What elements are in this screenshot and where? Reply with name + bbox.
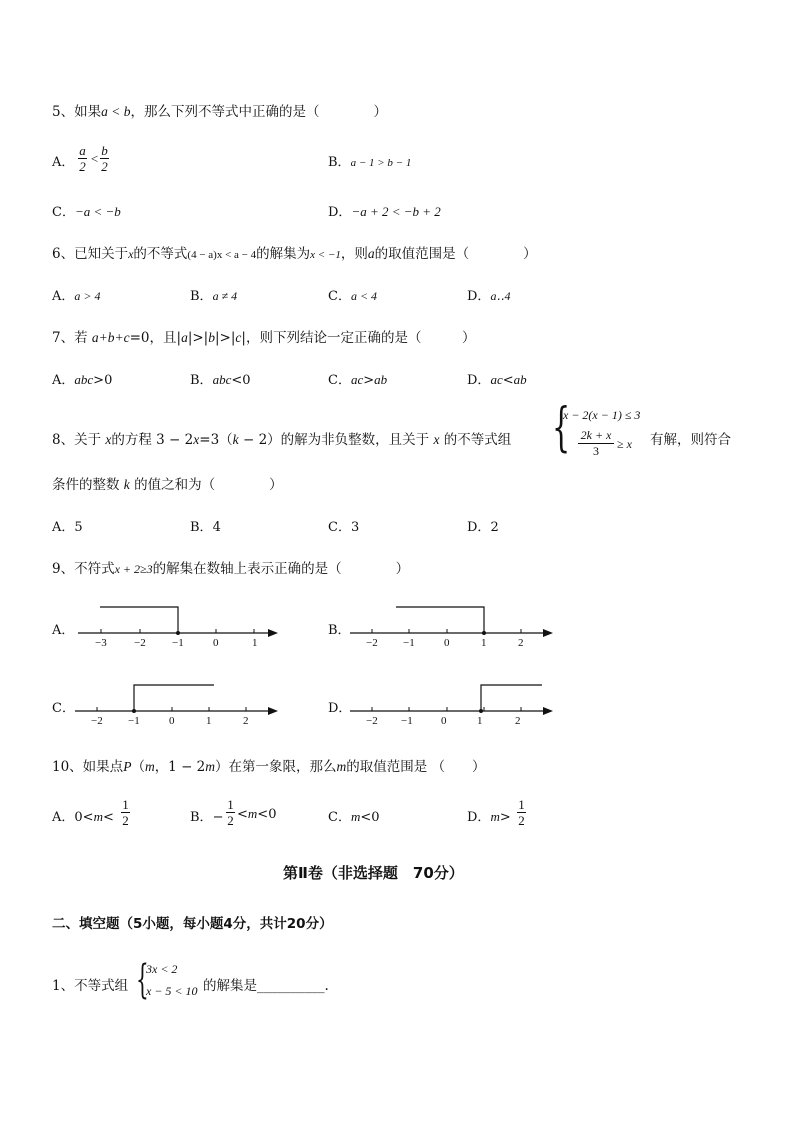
q10-option-b[interactable] [190,806,223,825]
q8-stem-end: 有解，则符合 [650,432,731,448]
q9-b-tick-label: −1 [403,637,415,649]
fill1-system-line2: x − 5 < 10 [146,984,198,998]
q10-option-a-rel: < [102,810,114,825]
q7-var-c: c [235,330,242,345]
q10-option-b-label: B． [190,810,213,825]
q7-option-c-math1: ac [350,372,364,387]
q9-c-axis-arrow [268,707,278,715]
q6-inequality: (4 − a)x < a − 4 [187,249,257,261]
q7-option-d-rel: < [502,373,514,388]
q9-d-solution-ray [481,685,542,711]
q7-option-d-label: D． [467,373,491,388]
q9-c-tick-label: 1 [206,715,212,727]
q8-var-x1: x [105,432,112,447]
q5-option-b-expr: a − 1 > b − 1 [350,157,412,169]
q7-stem-suffix: |，则下列结论一定正确的是（ ） [241,330,476,346]
q6-stem-suffix: 的取值范围是（ ） [374,246,537,262]
q8-option-c-value: 3 [350,520,360,535]
q7-option-b[interactable] [190,369,251,388]
q7-option-d-math2: ab [513,372,527,387]
q9-d-tick-label: 1 [477,715,483,727]
section2-title: 二、填空题（5小题，每小题4分，共计20分） [52,916,333,932]
q5-option-a-fraction-right [100,143,109,174]
q6-var-x: x [128,247,134,261]
q5-option-d[interactable] [328,201,441,220]
q9-option-d-label[interactable]: D． [328,701,352,716]
q10-a-denominator: 2 [122,813,129,828]
q9-option-d-number-line [345,678,560,730]
q5-a-denominator-1: 2 [79,159,86,174]
q9-d-tick-label: 0 [441,715,447,727]
q7-option-b-math: abc [212,372,232,387]
fill1-prefix: 1、不等式组 [52,978,129,994]
q9-a-axis-arrow [268,629,278,637]
q10-b-denominator: 2 [227,813,234,828]
q9-a-tick-label: −3 [95,637,107,649]
q9-d-tick-label: −2 [366,715,378,727]
q8-stem-line2 [52,473,283,493]
q7-option-a-math: abc [74,372,94,387]
q6-stem-prefix: 6、已知关于 [52,246,129,262]
q10-var-m2: m [205,759,216,774]
q7-var-a: a [181,330,188,345]
q10-option-b-var: m [247,806,258,821]
q6-stem [52,242,537,262]
q8-stem-mid2: =3（ [199,432,233,448]
q6-option-d-expr: a‥4 [490,289,511,303]
q5-option-c[interactable] [52,201,121,220]
q8-option-a-label: A． [52,520,75,535]
q9-option-a-number-line [70,600,285,652]
q6-solution: x < −1 [310,249,341,261]
q9-a-tick-label: −1 [172,637,184,649]
q8-option-c-label: C． [328,520,351,535]
q10-option-c-suffix: <0 [360,810,380,825]
q9-b-tick-label: 1 [481,637,487,649]
q8-stem-mid4: 的不等式组 [443,432,512,448]
q5-a-numerator-2: b [101,143,108,158]
q9-a-tick-label: 0 [213,637,219,649]
q6-option-d[interactable] [467,285,510,304]
q8-option-a-value: 5 [74,520,83,535]
q10-option-c-label: C． [328,810,351,825]
q10-option-d-rel: > [499,810,511,825]
q10-var-m1: m [144,759,155,774]
q10-option-a[interactable] [52,806,114,825]
fill1-system-line1: 3x < 2 [146,962,178,976]
q5-stem-suffix: ，那么下列不等式中正确的是（ ） [130,104,387,120]
q9-a-solution-ray [100,607,178,633]
q7-option-d-math1: ac [490,372,503,387]
q7-option-b-label: B． [190,373,213,388]
q8-option-b-value: 4 [212,520,221,535]
q9-d-tick-label: 2 [515,715,521,727]
q8-system-denominator: 3 [578,443,614,459]
q10-option-a-var: m [93,809,103,824]
q10-option-d-fraction [517,797,526,828]
q6-option-b-expr: a ≠ 4 [212,289,238,303]
q5-stem-math: a < b [101,104,131,119]
q9-option-a-label[interactable]: A． [52,623,75,638]
q6-option-c-label: C． [328,289,351,304]
q10-option-b-rest [237,806,276,822]
q9-a-tick-label: 1 [252,637,258,649]
q9-b-tick-label: 2 [518,637,524,649]
fill1-answer-blank[interactable]: 的解集是__________. [203,978,329,994]
q10-option-c[interactable] [328,806,380,825]
q10-stem-mid3: ）在第一象限，那么 [215,759,337,775]
q9-a-tick-label: −2 [134,637,146,649]
q8-stem-mid1: 的方程 3 − 2 [111,432,194,448]
q10-option-d-var: m [490,809,500,824]
q8-option-a[interactable] [52,516,83,535]
q8-system-relation: ≥ x [617,437,632,451]
q5-stem [52,100,387,120]
q7-var-b: b [208,330,215,345]
q9-c-tick-label: 0 [169,715,175,727]
fill1-system-brace: { [136,957,149,1003]
q8-system-line1: x − 2(x − 1) ≤ 3 [563,408,641,422]
q9-stem-prefix: 9、不符式 [52,561,115,577]
q8-var-k2: k [123,477,130,492]
q6-option-c-expr: a < 4 [350,289,378,303]
q7-option-c-math2: ab [374,372,388,387]
q6-option-b[interactable] [190,285,237,304]
q5-option-a-fraction-left [78,143,87,174]
q6-option-a-expr: a > 4 [74,289,101,303]
q5-a-denominator-2: 2 [101,159,108,174]
q10-stem [52,755,486,775]
q6-option-b-label: B． [190,289,213,304]
q9-c-tick-label: 2 [243,715,249,727]
q5-option-c-label: C． [52,205,75,220]
q10-point-p: P [123,759,132,774]
q9-b-axis-arrow [543,629,553,637]
q9-option-c-label[interactable]: C． [52,701,75,716]
q8-option-b[interactable] [190,516,221,535]
q10-option-c-var: m [350,809,361,824]
q9-option-b-label[interactable]: B． [328,623,351,638]
q6-option-d-label: D． [467,289,491,304]
q10-var-m3: m [336,759,347,774]
q9-inequality: x + 2≥3 [114,562,153,576]
q9-d-solid-point [479,709,483,713]
q10-option-b-fraction [226,797,235,828]
q10-b-numerator: 1 [227,797,234,812]
q10-option-b-rel: < [237,807,248,822]
q8-line2-suffix: 的值之和为（ ） [134,477,283,493]
q7-stem-mid2: |>| [187,330,209,346]
q8-option-d-label: D． [467,520,491,535]
q6-stem-mid3: ，则 [340,246,368,262]
q8-system-fraction [578,428,614,459]
q10-option-a-fraction [121,797,130,828]
q6-var-a: a [367,246,375,261]
q5-option-d-label: D． [328,205,352,220]
q7-stem [52,326,475,346]
q8-line2-prefix: 条件的整数 [52,477,120,493]
q7-stem-mid3: |>| [214,330,236,346]
part2-title: 第Ⅱ卷（非选择题 70分） [283,864,464,882]
q8-var-x3: x [433,432,440,447]
q9-d-tick-label: −1 [401,715,413,727]
q9-c-solid-point [132,709,136,713]
q7-option-c[interactable] [328,369,387,388]
q6-stem-mid2: 的解集为 [256,246,311,262]
q9-d-axis-arrow [543,707,553,715]
q7-option-c-label: C． [328,373,351,388]
q5-option-c-expr: −a < −b [74,204,121,219]
q7-option-a-label: A． [52,373,75,388]
q5-option-b-label: B． [328,155,351,170]
q6-option-c[interactable] [328,285,377,304]
q8-stem-line1 [52,428,511,448]
q5-option-a-label[interactable]: A． [52,155,75,170]
q7-option-c-rel: > [363,373,375,388]
q5-option-b[interactable] [328,151,411,170]
q10-option-a-label: A． [52,810,75,825]
q8-option-b-label: B． [190,520,213,535]
q9-c-tick-label: −1 [128,715,140,727]
q10-d-numerator: 1 [518,797,525,812]
q10-option-b-suffix: <0 [257,807,277,822]
q8-option-d[interactable] [467,516,499,535]
q5-stem-prefix: 5、如果 [52,104,102,120]
q7-option-b-rel: <0 [231,373,251,388]
q10-stem-prefix: 10、如果点 [52,759,124,775]
q7-stem-prefix: 7、若 [52,330,88,346]
q10-option-d[interactable] [467,806,511,825]
q10-stem-suffix: 的取值范围是 （ ） [346,759,486,775]
q8-var-k: k [232,432,239,447]
q9-b-tick-label: 0 [444,637,450,649]
q7-option-d[interactable] [467,369,527,388]
q6-stem-mid1: 的不等式 [133,246,188,262]
q6-option-a[interactable] [52,285,101,304]
q5-option-d-expr: −a + 2 < −b + 2 [351,204,441,219]
q9-stem [52,557,409,577]
q10-stem-mid1: （ [131,759,145,775]
q8-system-brace: { [552,398,571,458]
q9-c-solution-ray [134,685,214,711]
q9-stem-suffix: 的解集在数轴上表示正确的是（ ） [152,561,410,577]
q6-option-a-label: A． [52,289,75,304]
q10-option-d-label: D． [467,810,491,825]
q5-a-numerator-1: a [79,143,86,158]
q10-option-b-minus: − [212,810,224,825]
q9-b-solid-point [482,631,486,635]
q10-option-a-prefix: 0< [74,810,94,825]
q7-option-a[interactable] [52,369,112,388]
q9-b-tick-label: −2 [366,637,378,649]
q8-stem-mid3: − 2）的解为非负整数，且关于 [238,432,430,448]
q8-stem-prefix: 8、关于 [52,432,102,448]
q8-option-d-value: 2 [490,520,499,535]
q10-stem-mid2: ，1 − 2 [154,759,206,775]
q9-option-b-number-line [345,600,560,652]
q10-d-denominator: 2 [518,813,525,828]
q9-option-c-number-line [70,678,285,730]
q8-option-c[interactable] [328,516,359,535]
q7-condition-sum: a+b+c [91,330,130,345]
q5-option-a-relation: < [90,151,99,166]
q7-stem-mid1: =0，且| [129,330,182,346]
q10-a-numerator: 1 [122,797,129,812]
q8-system-numerator: 2k + x [580,428,612,442]
q7-option-a-rel: >0 [93,373,113,388]
q8-var-x2: x [193,432,200,447]
q9-c-tick-label: −2 [91,715,103,727]
q9-a-solid-point [176,631,180,635]
